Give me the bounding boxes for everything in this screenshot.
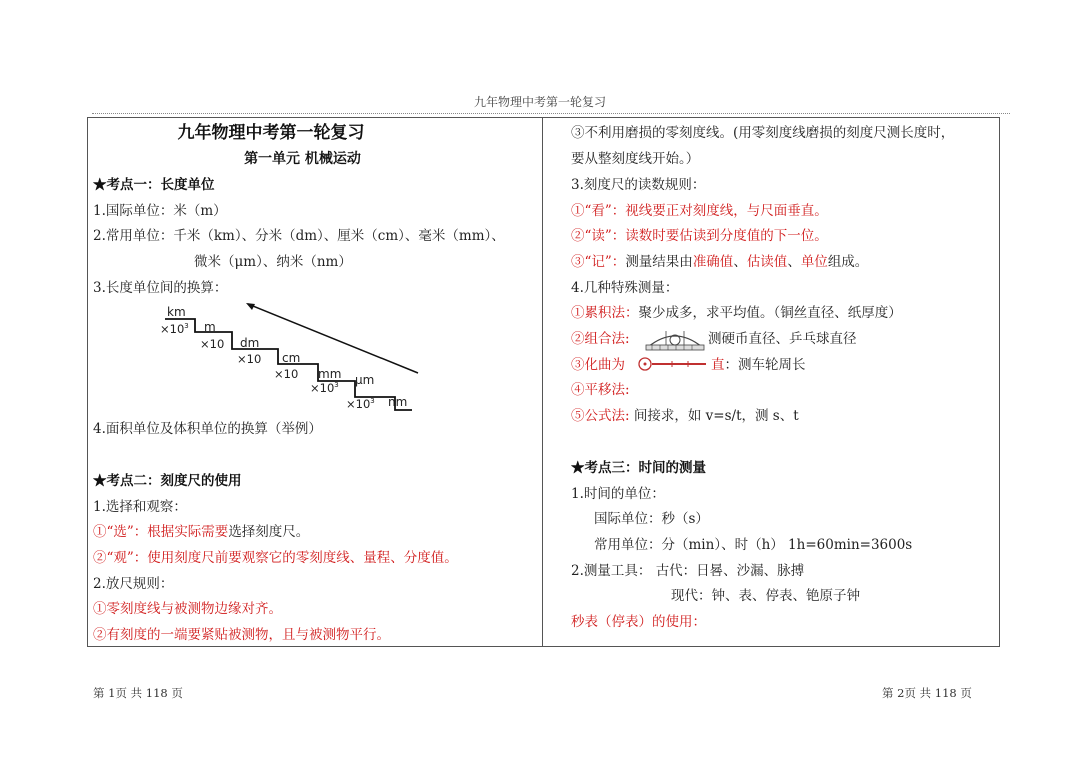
r-line7: 4.几种特殊测量： xyxy=(571,280,679,296)
kp2-line2: ①“选”：根据实际需要选择刻度尺。 xyxy=(93,524,310,540)
unit-mm: mm xyxy=(318,367,342,381)
page-header: 九年物理中考第一轮复习 xyxy=(473,95,606,109)
r-line10: ③化曲为 xyxy=(571,357,625,373)
r-line6: ③“记”：测量结果由准确值、估读值、单位组成。 xyxy=(571,254,869,270)
r-line10-text: 直：测车轮周长 xyxy=(711,357,806,373)
kp2-line6: ②有刻度的一端要紧贴被测物，且与被测物平行。 xyxy=(93,627,390,643)
kp3-line2: 国际单位：秒（s） xyxy=(594,511,709,527)
r-line4: ①“看”：视线要正对刻度线，与尺面垂直。 xyxy=(571,203,828,219)
unit-km: km xyxy=(167,305,186,319)
r-line11: ④平移法: xyxy=(571,382,630,398)
kp2-line3: ②“观”：使用刻度尺前要观察它的零刻度线、量程、分度值。 xyxy=(93,550,458,566)
r-line9-text: 测硬币直径、乒乓球直径 xyxy=(708,331,857,347)
unit-um: μm xyxy=(355,373,375,387)
kp3-line6: 秒表（停表）的使用： xyxy=(571,614,706,630)
r-line1: ③不利用磨损的零刻度线。(用零刻度线磨损的刻度尺测长度时， xyxy=(571,125,955,141)
kp1-line2: 2.常用单位：千米（km）、分米（dm）、厘米（cm）、毫米（mm）、 xyxy=(93,228,505,244)
kp1-line1: 1.国际单位：米（m） xyxy=(93,203,227,219)
r-line3: 3.刻度尺的读数规则： xyxy=(571,177,706,193)
kp3-line1: 1.时间的单位： xyxy=(571,486,665,502)
kp3-line3: 常用单位：分（min）、时（h） 1h=60min=3600s xyxy=(594,537,913,553)
kp3-line5: 现代：钟、表、停表、铯原子钟 xyxy=(671,588,860,604)
kp1-line5: 4.面积单位及体积单位的换算（举例） xyxy=(93,421,322,437)
kp1-line4: 3.长度单位间的换算： xyxy=(93,280,228,296)
column-divider xyxy=(542,117,543,647)
kp2-line4: 2.放尺规则： xyxy=(93,576,174,592)
unit-title: 第一单元 机械运动 xyxy=(244,151,361,167)
unit-dm: dm xyxy=(240,336,260,350)
unit-cm: cm xyxy=(282,351,301,365)
ruler-coin-figure xyxy=(644,327,706,353)
r-line9: ②组合法: xyxy=(571,331,630,347)
factor-4: ×10 xyxy=(274,367,299,381)
factor-2: ×10 xyxy=(200,337,225,351)
factor-5: $\times 10^3$ xyxy=(310,381,339,395)
doc-title: 九年物理中考第一轮复习 xyxy=(177,123,365,143)
kp1-heading: ★考点一：长度单位 xyxy=(93,177,215,193)
wheel-line-figure xyxy=(636,355,710,373)
conversion-arrow xyxy=(248,304,418,373)
kp2-heading: ★考点二：刻度尺的使用 xyxy=(93,473,242,489)
arrow-head xyxy=(246,303,255,310)
kp3-heading: ★考点三：时间的测量 xyxy=(571,460,706,476)
unit-m: m xyxy=(204,320,216,334)
r-line2: 要从整刻度线开始。） xyxy=(571,151,700,167)
kp2-line1: 1.选择和观察： xyxy=(93,499,187,515)
kp2-line5: ①零刻度线与被测物边缘对齐。 xyxy=(93,601,282,617)
r-line8: ①累积法：聚少成多，求平均值。（铜丝直径、纸厚度） xyxy=(571,305,902,321)
factor-3: ×10 xyxy=(237,352,262,366)
footer-left-page-number: 第 1页 共 118 页 xyxy=(93,686,183,700)
unit-nm: nm xyxy=(388,395,408,409)
r-line5: ②“读”：读数时要估读到分度值的下一位。 xyxy=(571,228,828,244)
header-rule xyxy=(92,113,1010,114)
r-line12: ⑤公式法: 间接求，如 v=s/t，测 s、t xyxy=(571,408,799,424)
footer-right-page-number: 第 2页 共 118 页 xyxy=(882,686,972,700)
kp3-line4: 2.测量工具： 古代：日晷、沙漏、脉搏 xyxy=(571,563,805,579)
factor-6: $\times 10^3$ xyxy=(346,397,375,411)
kp1-line3: 微米（μm）、纳米（nm） xyxy=(194,254,352,270)
factor-1: $\times 10^3$ xyxy=(160,322,189,336)
